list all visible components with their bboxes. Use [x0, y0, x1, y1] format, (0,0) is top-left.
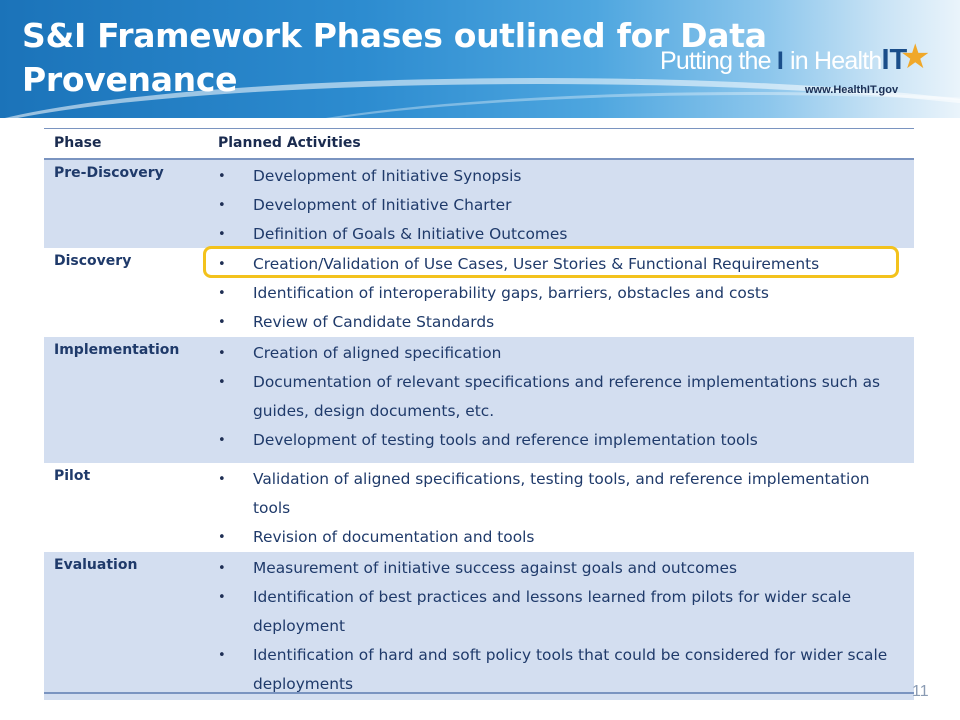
bullet-icon: • [218, 433, 226, 448]
activity-item [214, 191, 904, 220]
activity-list [214, 465, 904, 552]
activity-list [214, 554, 904, 699]
star-icon: ★ [900, 37, 931, 77]
activity-item [214, 641, 904, 699]
bullet-icon: • [218, 530, 226, 545]
activity-text: Validation of aligned specifications, testing tools, and reference implementation tools [253, 470, 870, 517]
bullet-icon: • [218, 198, 226, 213]
activity-item [214, 583, 904, 641]
phase-label: Pre-Discovery [54, 165, 164, 181]
table-bottom-border [44, 692, 914, 694]
phase-label: Pilot [54, 468, 91, 484]
bullet-icon: • [218, 472, 226, 487]
slide-title: S&I Framework Phases outlined for Data Provenance [22, 16, 767, 99]
activity-item [214, 279, 904, 308]
bullet-icon: • [218, 375, 226, 390]
activity-text: Development of testing tools and reference implementation tools [253, 431, 758, 449]
bullet-icon: • [218, 286, 226, 301]
bullet-icon: • [218, 590, 226, 605]
activity-text: Identification of interoperability gaps, barriers, obstacles and costs [253, 284, 769, 302]
activity-text: Creation of aligned specification [253, 344, 502, 362]
table-header-row [44, 128, 914, 160]
bullet-icon: • [218, 561, 226, 576]
bullet-icon: • [218, 648, 226, 663]
activity-item [214, 523, 904, 552]
activity-text: Measurement of initiative success against goals and outcomes [253, 559, 738, 577]
activity-item [214, 554, 904, 583]
activity-item [214, 220, 904, 249]
phase-table [44, 128, 914, 700]
table-row [44, 160, 914, 248]
healthit-logo [660, 37, 950, 106]
page-number: 11 [912, 683, 929, 700]
activity-item [214, 426, 904, 455]
activity-text: Revision of documentation and tools [253, 528, 535, 546]
activity-item [214, 308, 904, 337]
bullet-icon: • [218, 315, 226, 330]
column-header-activities: Planned Activities [218, 135, 361, 151]
phase-label: Implementation [54, 342, 180, 358]
activity-list [214, 162, 904, 249]
logo-putting-text: Putting the [660, 47, 777, 75]
activity-text: Identification of hard and soft policy tools that could be considered for wider scale deployments [253, 646, 888, 693]
bullet-icon: • [218, 257, 226, 272]
bullet-icon: • [218, 169, 226, 184]
logo-i-text: I [776, 47, 784, 75]
activity-text: Development of Initiative Charter [253, 196, 512, 214]
table-body [44, 160, 914, 700]
activity-text: Definition of Goals & Initiative Outcomes [253, 225, 568, 243]
activity-text: Development of Initiative Synopsis [253, 167, 522, 185]
logo-tagline [660, 44, 907, 77]
activity-text: Creation/Validation of Use Cases, User Stories & Functional Requirements [253, 255, 820, 273]
activity-text: Identification of best practices and lessons learned from pilots for wider scale deployment [253, 588, 852, 635]
logo-it-text: IT [881, 44, 908, 76]
table-row [44, 463, 914, 552]
phase-label: Discovery [54, 253, 132, 269]
activity-item [214, 368, 904, 426]
title-banner [0, 0, 960, 118]
logo-in-text: in [783, 47, 814, 75]
activity-text: Documentation of relevant specifications and reference implementations such as guides, design documents, etc. [253, 373, 881, 420]
logo-url: www.HealthIT.gov [805, 84, 899, 96]
table-row [44, 337, 914, 463]
bullet-icon: • [218, 346, 226, 361]
activity-list [214, 339, 904, 455]
table-row [44, 552, 914, 700]
activity-item [214, 465, 904, 523]
logo-health-text: Health [814, 47, 882, 75]
column-header-phase: Phase [54, 135, 102, 151]
highlight-box [203, 246, 899, 278]
phase-label: Evaluation [54, 557, 138, 573]
activity-text: Review of Candidate Standards [253, 313, 495, 331]
activity-item [214, 339, 904, 368]
activity-item [214, 162, 904, 191]
bullet-icon: • [218, 227, 226, 242]
